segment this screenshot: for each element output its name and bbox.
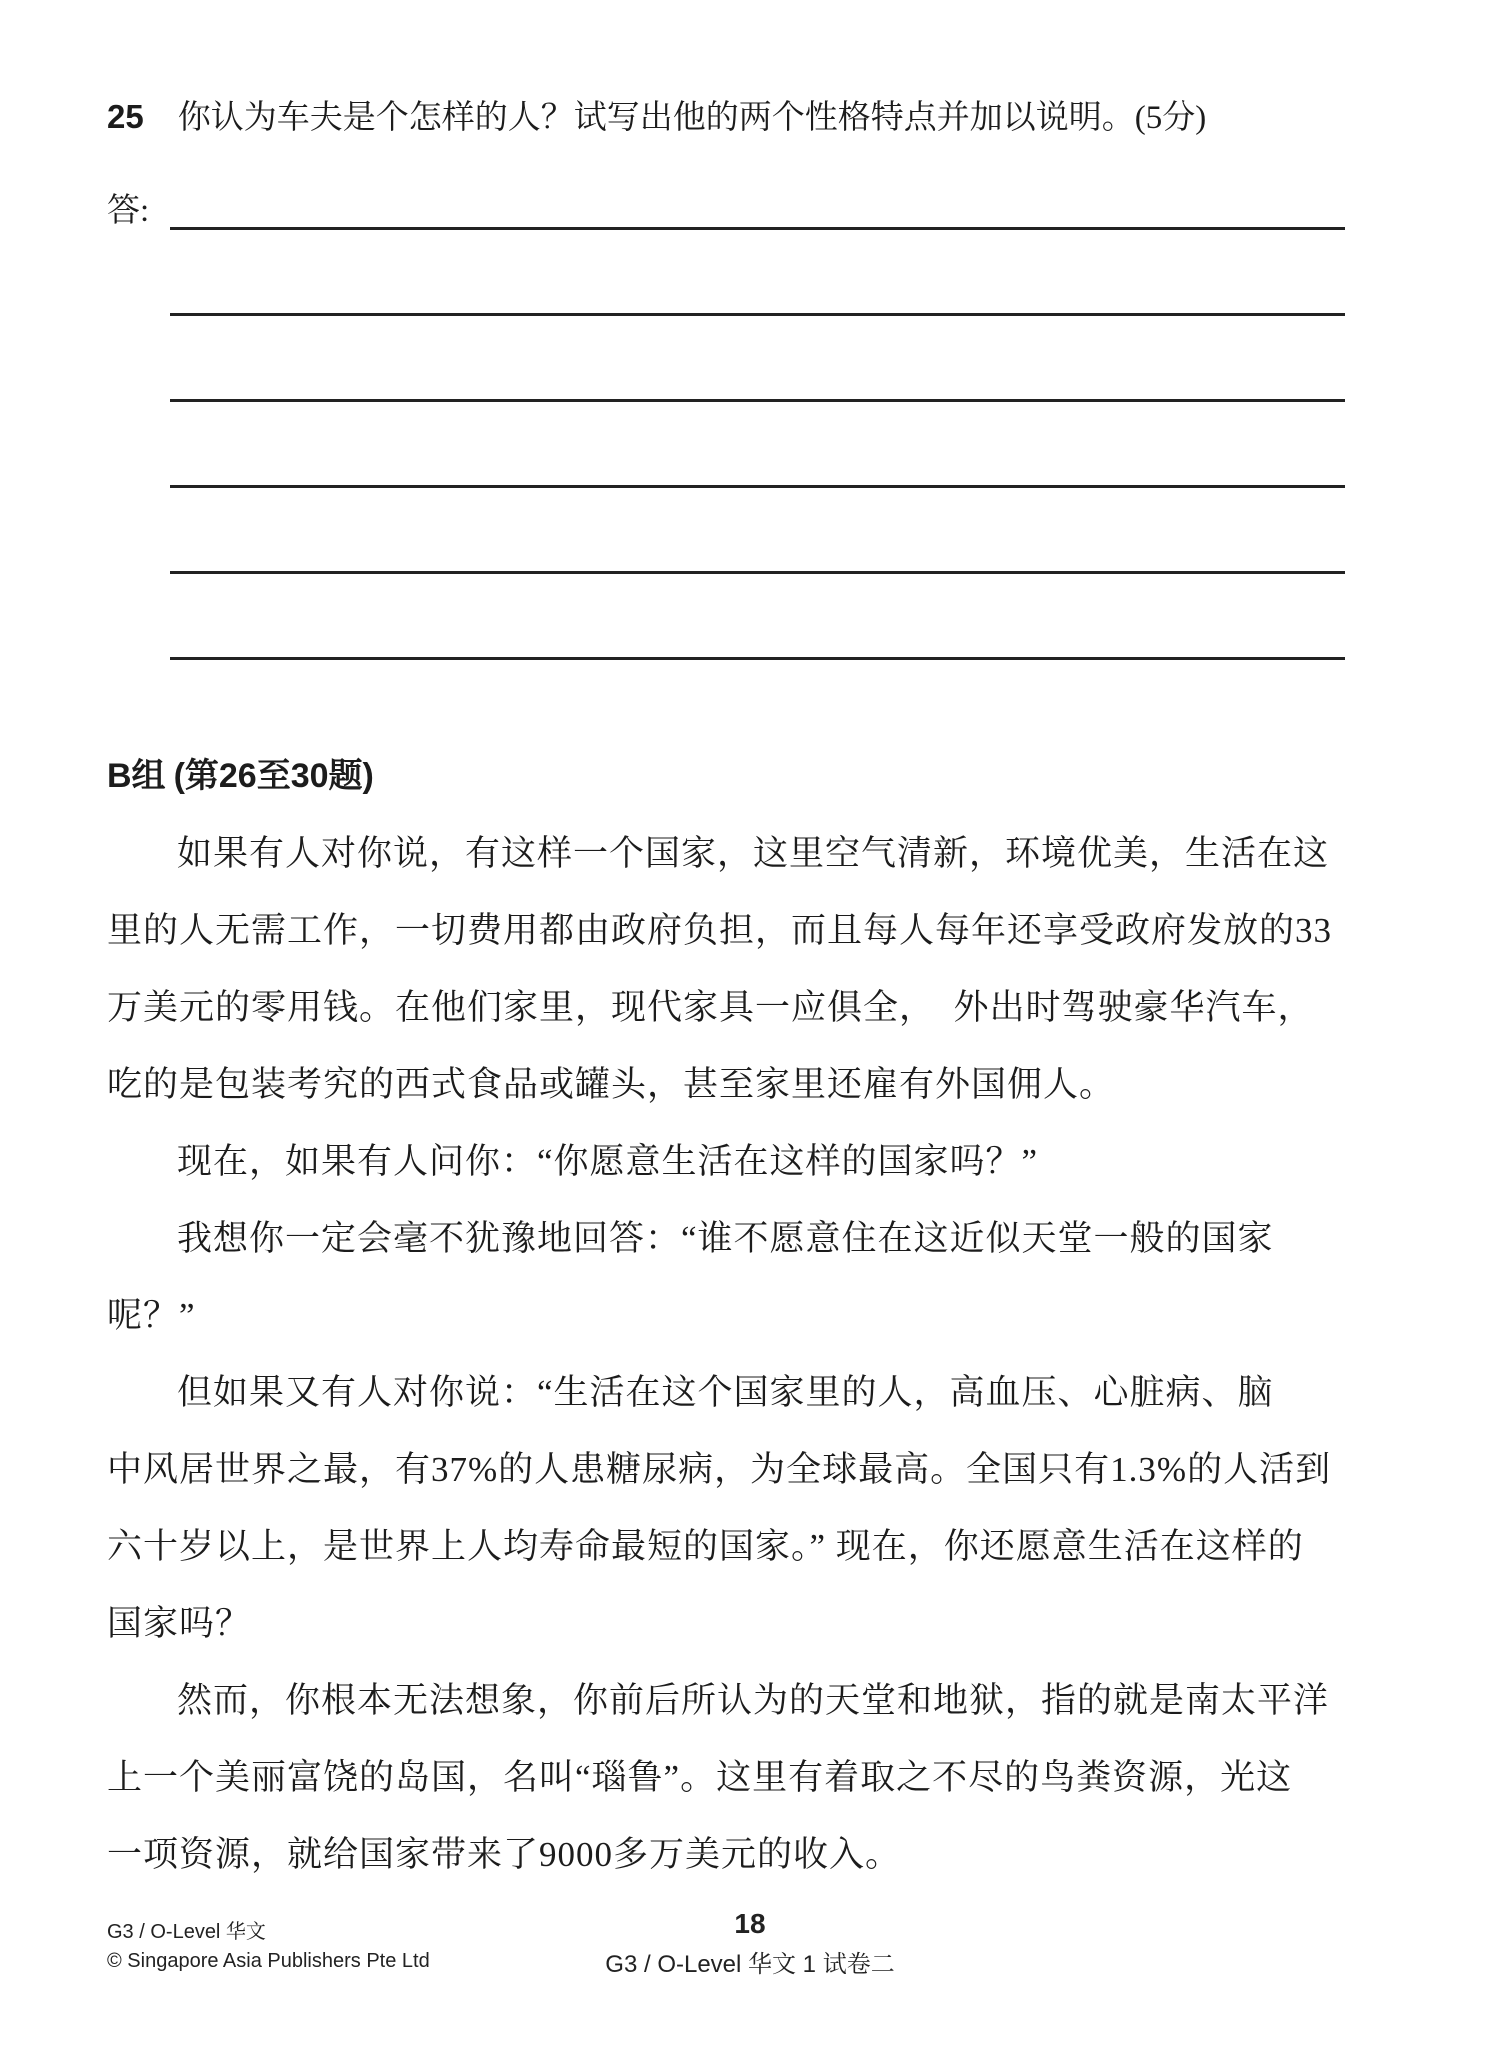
passage-line: 上一个美丽富饶的岛国，名叫“瑙鲁”。这里有着取之不尽的鸟粪资源，光这 [107, 1758, 1293, 1797]
section-b-range-label: (第26至30题) [173, 757, 374, 795]
question-text: 你认为车夫是个怎样的人？试写出他的两个性格特点并加以说明。(5分) [177, 100, 1207, 136]
passage-line: 里的人无需工作，一切费用都由政府负担，而且每人每年还享受政府发放的33 [107, 911, 1333, 950]
footer-paper-label: G3 / O-Level 华文 1 试卷二 [605, 1951, 895, 1978]
footer-page-number: 18 [734, 1908, 766, 1939]
section-b-heading [107, 748, 374, 797]
passage-line: 中风居世界之最，有37%的人患糖尿病，为全球最高。全国只有1.3%的人活到 [107, 1450, 1332, 1489]
answer-extra-lines [107, 230, 1345, 660]
passage-line: 呢？” [107, 1296, 196, 1335]
question-25 [107, 95, 1427, 140]
answer-blank-line[interactable] [170, 402, 1345, 488]
answer-blank-line[interactable] [170, 230, 1345, 316]
answer-blank-line[interactable] [170, 149, 1345, 230]
passage-line: 现在，如果有人问你：“你愿意生活在这样的国家吗？” [177, 1142, 1039, 1181]
passage-line: 我想你一定会毫不犹豫地回答：“谁不愿意住在这近似天堂一般的国家 [177, 1219, 1274, 1258]
passage-line: 但如果又有人对你说：“生活在这个国家里的人，高血压、心脏病、脑 [177, 1373, 1274, 1412]
passage-line: 然而，你根本无法想象，你前后所认为的天堂和地狱，指的就是南太平洋 [177, 1681, 1330, 1720]
passage-line: 六十岁以上，是世界上人均寿命最短的国家。” 现在，你还愿意生活在这样的 [107, 1527, 1304, 1566]
footer-series-label: G3 / O-Level 华文 [107, 1921, 266, 1943]
answer-blank-line[interactable] [170, 488, 1345, 574]
passage-line: 国家吗？ [107, 1604, 252, 1643]
passage [107, 815, 1437, 1893]
passage-line: 一项资源，就给国家带来了9000多万美元的收入。 [107, 1835, 902, 1874]
section-b-group-label: B组 [107, 757, 166, 795]
answer-blank-line[interactable] [170, 574, 1345, 660]
passage-line: 吃的是包装考究的西式食品或罐头，甚至家里还雇有外国佣人。 [107, 1065, 1116, 1104]
footer-publisher-label: © Singapore Asia Publishers Pte Ltd [107, 1950, 430, 1972]
passage-line: 如果有人对你说，有这样一个国家，这里空气清新，环境优美，生活在这 [177, 834, 1330, 873]
question-number: 25 [107, 98, 144, 135]
answer-area [107, 150, 1345, 660]
answer-blank-line[interactable] [170, 316, 1345, 402]
answer-first-row [107, 150, 1345, 230]
passage-line: 万美元的零用钱。在他们家里，现代家具一应俱全， 外出时驾驶豪华汽车， [107, 988, 1314, 1027]
footer-center [0, 1908, 1500, 1982]
answer-label: 答: [107, 193, 150, 229]
